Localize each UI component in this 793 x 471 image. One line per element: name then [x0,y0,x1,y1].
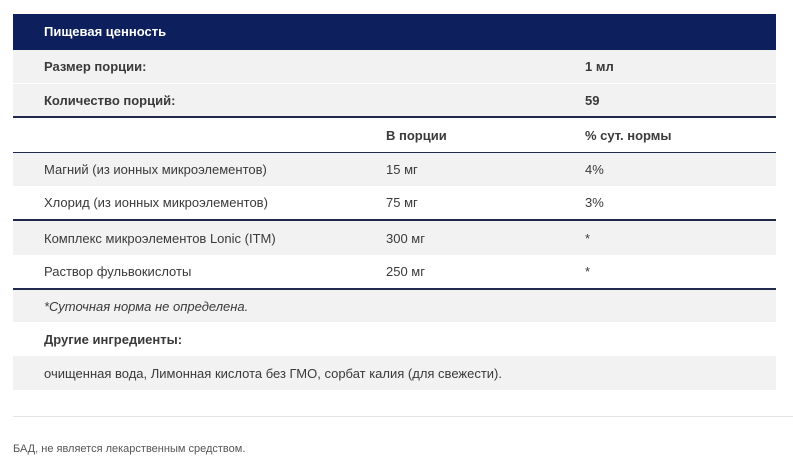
other-ingredients-label-row [13,322,776,356]
nutrient-row [13,221,776,255]
nutrient-name: Магний (из ионных микроэлементов) [44,162,267,177]
servings-count-row [13,83,776,116]
nutrient-daily-value: 3% [585,195,604,210]
footnote-row [13,290,776,322]
column-header-row [13,118,776,152]
nutrient-daily-value: * [585,264,591,279]
daily-value-footnote: *Суточная норма не определена. [44,298,249,314]
nutrient-row [13,255,776,288]
nutrient-name: Хлорид (из ионных микроэлементов) [44,195,268,210]
other-ingredients-row [13,356,776,390]
servings-count-value: 59 [585,92,600,108]
serving-size-label: Размер порции: [44,59,147,74]
nutrient-amount: 75 мг [386,195,418,210]
nutrient-daily-value: * [585,230,591,246]
nutrient-name: Раствор фульвокислоты [44,264,192,279]
servings-count-label: Количество порций: [44,92,176,108]
other-ingredients-label: Другие ингредиенты: [44,331,183,347]
daily-value-header: % сут. нормы [585,127,672,143]
nutrient-row [13,186,776,219]
disclaimer-text: БАД, не является лекарственным средством. [13,443,246,455]
serving-size-row [13,50,776,83]
nutrient-daily-value: 4% [585,162,604,177]
nutrient-name: Комплекс микроэлементов Lonic (ITM) [44,230,276,246]
nutrient-row [13,153,776,186]
nutrient-amount: 15 мг [386,162,418,177]
table-header-bar [13,14,776,50]
per-serving-header: В порции [386,127,447,143]
section-separator [13,416,793,417]
table-title: Пищевая ценность [44,23,167,39]
nutrition-facts-table [13,14,776,390]
nutrient-amount: 300 мг [386,230,425,246]
serving-size-value: 1 мл [585,59,614,74]
nutrient-amount: 250 мг [386,264,425,279]
other-ingredients-text: очищенная вода, Лимонная кислота без ГМО, сорбат калия (для свежести). [44,365,502,381]
